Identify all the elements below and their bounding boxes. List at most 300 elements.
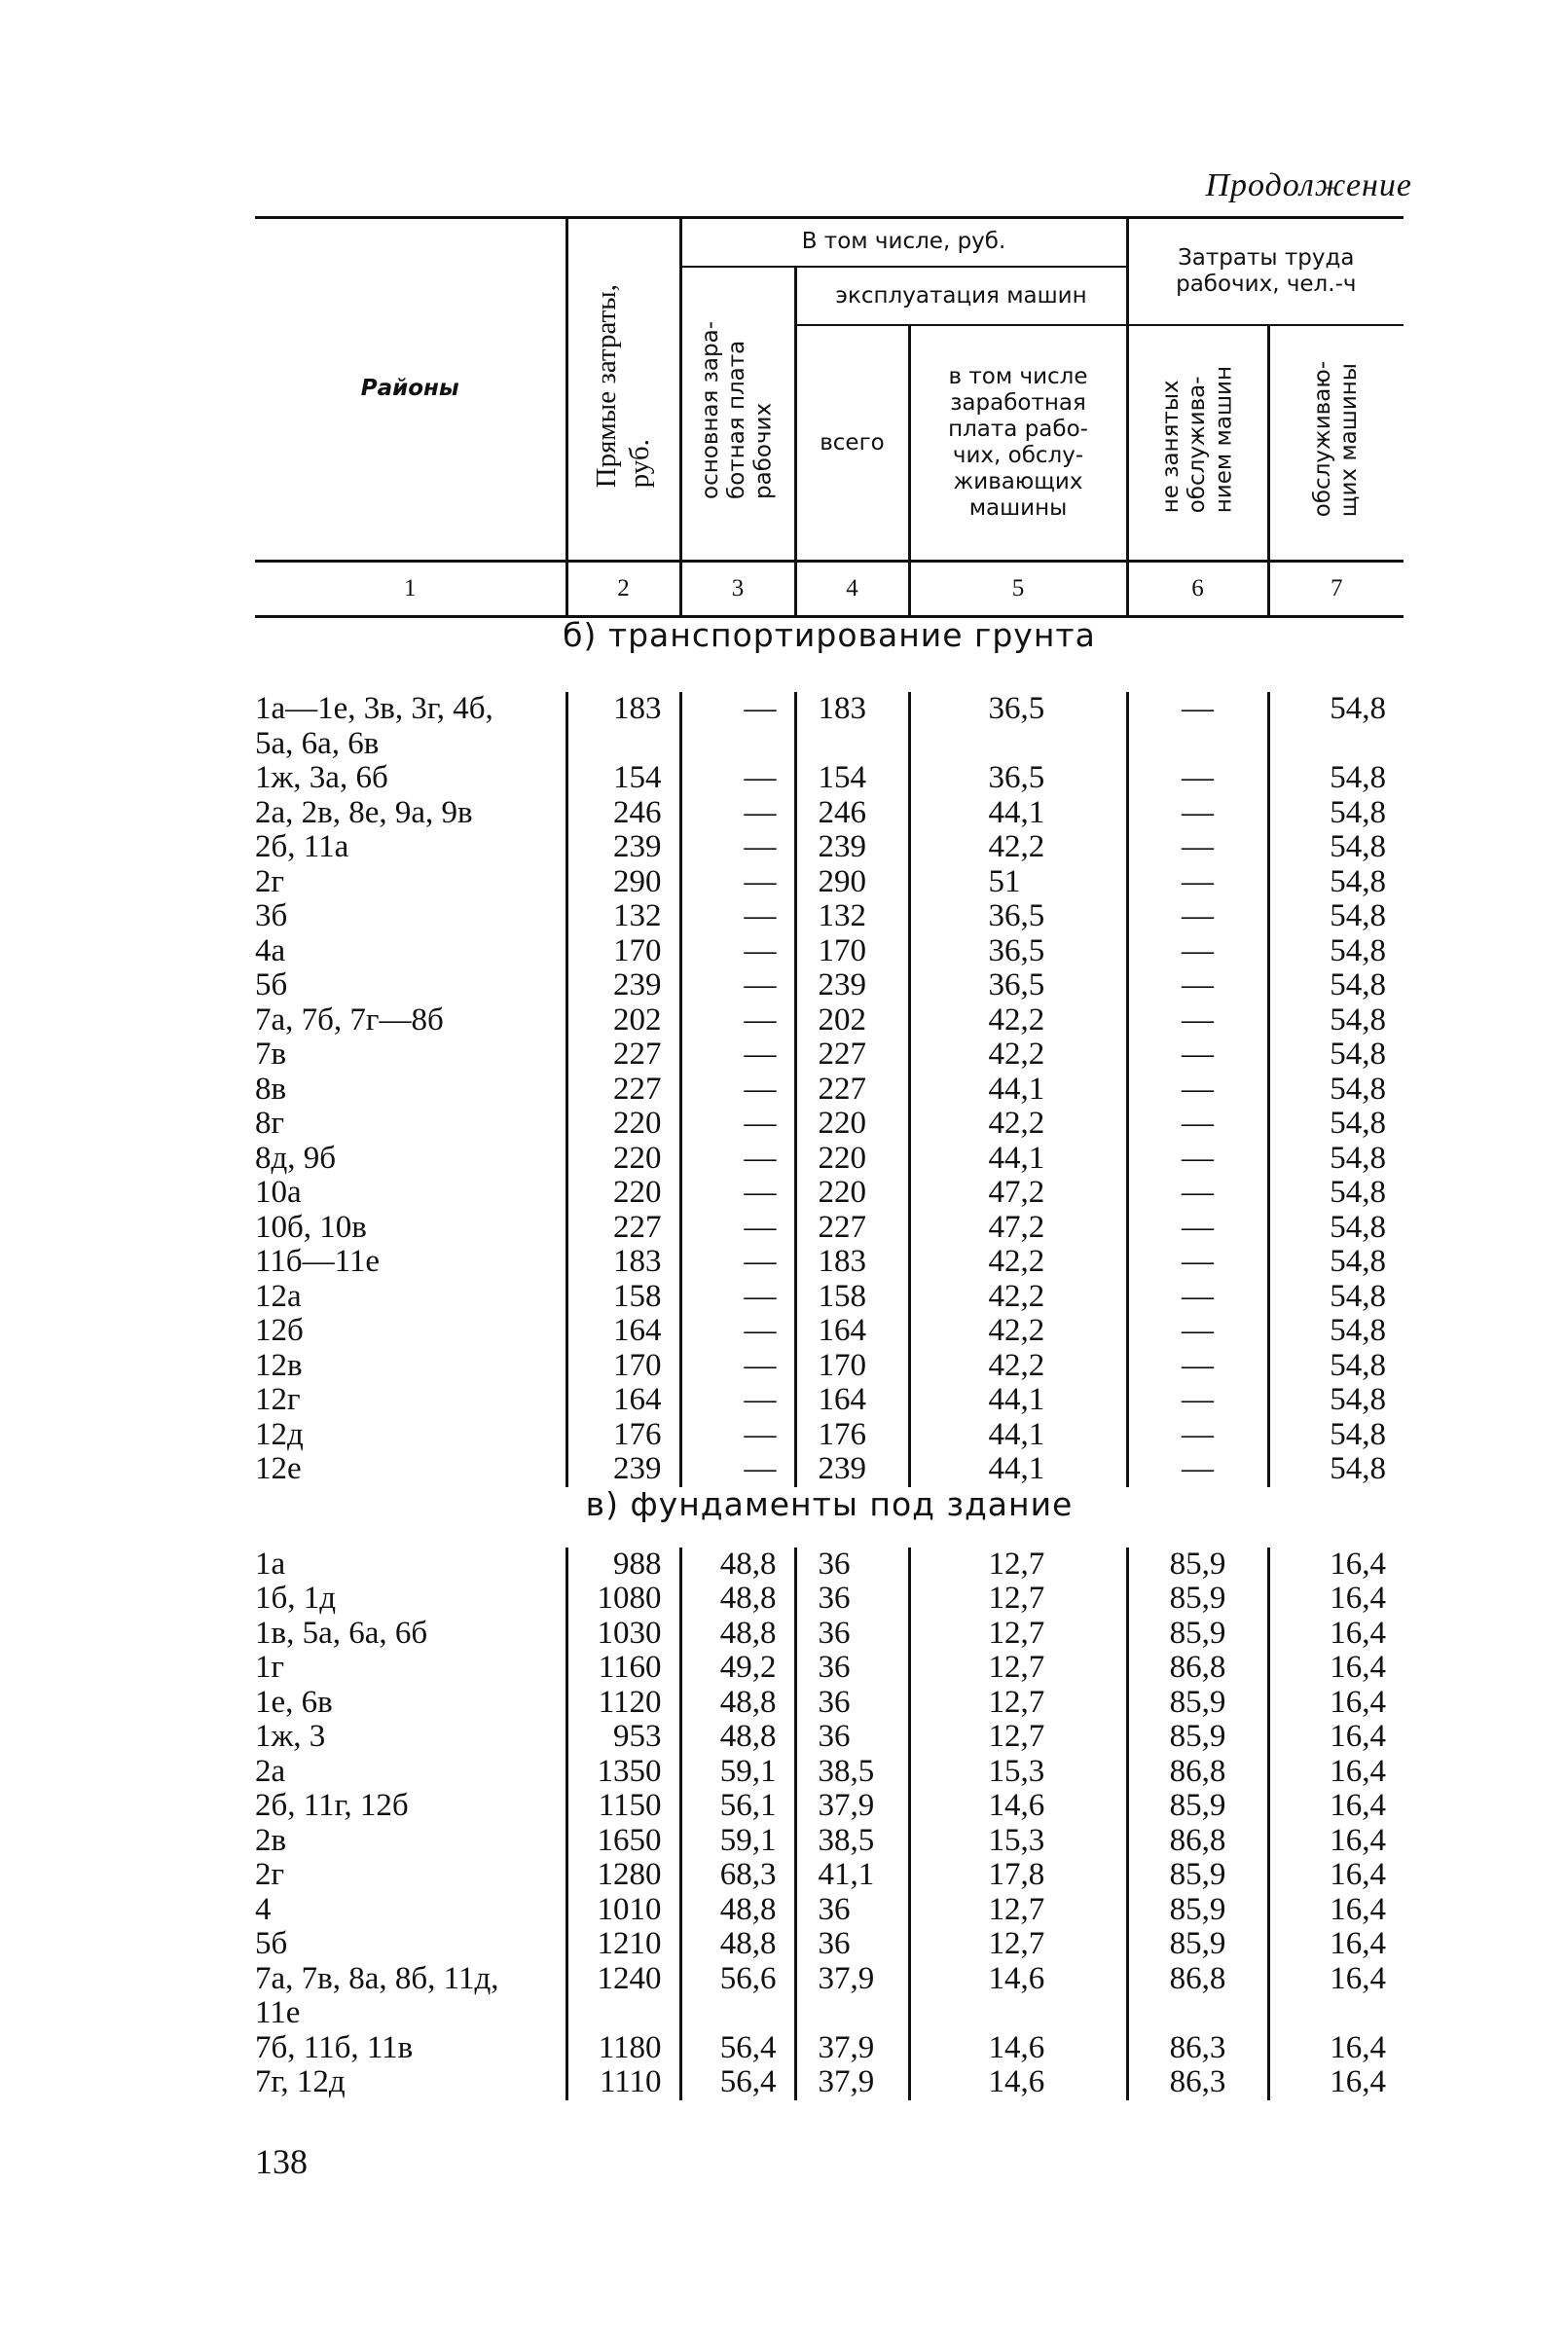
value-cell: — xyxy=(680,1073,795,1108)
district-cell: 1в, 5а, 6а, 6б xyxy=(255,1615,428,1651)
value-cell: 239 xyxy=(566,830,680,865)
district-cell: 12д xyxy=(255,1416,304,1452)
value-cell: 56,1 xyxy=(680,1789,795,1824)
value-cell: — xyxy=(1127,1418,1268,1453)
section-title-row xyxy=(255,1487,1404,1548)
value-cell: 36 xyxy=(795,1893,909,1928)
value-cell: 239 xyxy=(795,830,909,865)
value-cell: 44,1 xyxy=(909,1383,1127,1418)
value-cell: 86,3 xyxy=(1127,2065,1268,2100)
district-cell: 1е, 6в xyxy=(255,1684,333,1720)
header-base-wage xyxy=(680,267,795,562)
header-machine xyxy=(1268,325,1404,561)
value-cell: 1650 xyxy=(566,1824,680,1859)
district-cell: 12в xyxy=(255,1347,303,1383)
value-cell: 36 xyxy=(795,1617,909,1652)
value-cell: 68,3 xyxy=(680,1858,795,1893)
value-cell: 132 xyxy=(795,899,909,934)
value-cell: — xyxy=(1127,1349,1268,1384)
value-cell: 37,9 xyxy=(795,2065,909,2100)
value-cell: 44,1 xyxy=(909,1073,1127,1108)
value-cell: 54,8 xyxy=(1268,1176,1404,1211)
value-cell: 56,6 xyxy=(680,1962,795,2031)
value-cell: 42,2 xyxy=(909,1245,1127,1280)
header-direct-costs-text: Прямые затраты, руб. xyxy=(591,283,656,489)
value-cell: 158 xyxy=(795,1280,909,1315)
col-number: 7 xyxy=(1268,562,1404,617)
value-cell: 220 xyxy=(566,1176,680,1211)
value-cell: 36 xyxy=(795,1720,909,1755)
table-row xyxy=(255,1789,1404,1824)
value-cell: 85,9 xyxy=(1127,1789,1268,1824)
value-cell: 164 xyxy=(795,1383,909,1418)
value-cell: 16,4 xyxy=(1268,1962,1404,2031)
value-cell: 227 xyxy=(795,1211,909,1246)
value-cell: 158 xyxy=(566,1280,680,1315)
value-cell: 154 xyxy=(795,761,909,796)
value-cell: 54,8 xyxy=(1268,1073,1404,1108)
value-cell: 220 xyxy=(566,1142,680,1177)
value-cell: — xyxy=(680,1418,795,1453)
value-cell: 54,8 xyxy=(1268,1003,1404,1038)
value-cell: 86,8 xyxy=(1127,1651,1268,1686)
value-cell: — xyxy=(1127,865,1268,900)
value-cell: 36 xyxy=(795,1927,909,1962)
table-row xyxy=(255,1858,1404,1893)
value-cell: — xyxy=(1127,968,1268,1003)
value-cell: — xyxy=(1127,1142,1268,1177)
value-cell: 1110 xyxy=(566,2065,680,2100)
district-cell: 2б, 11а xyxy=(255,829,349,864)
value-cell: 227 xyxy=(795,1073,909,1108)
value-cell: 38,5 xyxy=(795,1824,909,1859)
value-cell: — xyxy=(1127,1211,1268,1246)
table-row xyxy=(255,1962,1404,2031)
value-cell: — xyxy=(1127,692,1268,761)
district-cell: 5б xyxy=(255,1926,288,1961)
header-base-wage-text: основная зара- ботная плата рабочих xyxy=(698,320,777,499)
table-row xyxy=(255,865,1404,900)
table-row xyxy=(255,692,1404,761)
table-row xyxy=(255,1617,1404,1652)
table-row xyxy=(255,1720,1404,1755)
value-cell: 42,2 xyxy=(909,1107,1127,1142)
value-cell: 12,7 xyxy=(909,1893,1127,1928)
value-cell: 202 xyxy=(566,1003,680,1038)
header-total: всего xyxy=(795,325,909,561)
district-cell: 1а—1е, 3в, 3г, 4б, 5а, 6а, 6в xyxy=(255,691,493,761)
value-cell: 48,8 xyxy=(680,1720,795,1755)
value-cell: — xyxy=(1127,1245,1268,1280)
table-row xyxy=(255,1418,1404,1453)
col-number: 3 xyxy=(680,562,795,617)
value-cell: 1080 xyxy=(566,1582,680,1617)
value-cell: 42,2 xyxy=(909,1314,1127,1349)
value-cell: 85,9 xyxy=(1127,1720,1268,1755)
table-row xyxy=(255,1755,1404,1790)
value-cell: 54,8 xyxy=(1268,761,1404,796)
value-cell: 12,7 xyxy=(909,1651,1127,1686)
value-cell: 132 xyxy=(566,899,680,934)
value-cell: 1350 xyxy=(566,1755,680,1790)
column-numbers-row xyxy=(255,562,1404,617)
value-cell: 85,9 xyxy=(1127,1858,1268,1893)
value-cell: 85,9 xyxy=(1127,1927,1268,1962)
value-cell: — xyxy=(1127,1176,1268,1211)
value-cell: 170 xyxy=(566,934,680,969)
value-cell: 54,8 xyxy=(1268,692,1404,761)
value-cell: 1120 xyxy=(566,1686,680,1721)
value-cell: 54,8 xyxy=(1268,1418,1404,1453)
value-cell: 54,8 xyxy=(1268,1245,1404,1280)
value-cell: 59,1 xyxy=(680,1824,795,1859)
value-cell: 86,8 xyxy=(1127,1824,1268,1859)
value-cell: 47,2 xyxy=(909,1176,1127,1211)
value-cell: 16,4 xyxy=(1268,1893,1404,1928)
value-cell: 12,7 xyxy=(909,1686,1127,1721)
section-title: б) транспортирование грунта xyxy=(563,616,1096,654)
district-cell: 4 xyxy=(255,1891,272,1927)
header-including-rub: В том числе, руб. xyxy=(680,218,1127,268)
value-cell: 42,2 xyxy=(909,1003,1127,1038)
value-cell: 16,4 xyxy=(1268,1927,1404,1962)
value-cell: 48,8 xyxy=(680,1686,795,1721)
value-cell: 56,4 xyxy=(680,2065,795,2100)
col-number: 1 xyxy=(255,562,566,617)
section-title-row xyxy=(255,617,1404,693)
district-cell: 2б, 11г, 12б xyxy=(255,1788,409,1823)
table-row xyxy=(255,934,1404,969)
value-cell: 239 xyxy=(795,968,909,1003)
value-cell: 953 xyxy=(566,1720,680,1755)
value-cell: 59,1 xyxy=(680,1755,795,1790)
value-cell: 36,5 xyxy=(909,968,1127,1003)
district-cell: 1ж, 3 xyxy=(255,1719,326,1754)
district-cell: 12е xyxy=(255,1451,302,1486)
value-cell: 1180 xyxy=(566,2031,680,2066)
value-cell: 16,4 xyxy=(1268,1824,1404,1859)
value-cell: 16,4 xyxy=(1268,1789,1404,1824)
value-cell: 36,5 xyxy=(909,934,1127,969)
table-row xyxy=(255,1003,1404,1038)
value-cell: 16,4 xyxy=(1268,2065,1404,2100)
district-cell: 7а, 7в, 8а, 8б, 11д, 11е xyxy=(255,1960,499,2030)
value-cell: — xyxy=(680,1245,795,1280)
value-cell: 54,8 xyxy=(1268,1349,1404,1384)
value-cell: 246 xyxy=(795,796,909,831)
value-cell: 42,2 xyxy=(909,1038,1127,1073)
value-cell: 48,8 xyxy=(680,1927,795,1962)
table-row xyxy=(255,1383,1404,1418)
value-cell: 48,8 xyxy=(680,1548,795,1583)
value-cell: 220 xyxy=(795,1142,909,1177)
value-cell: 227 xyxy=(566,1038,680,1073)
district-cell: 10б, 10в xyxy=(255,1209,367,1245)
value-cell: — xyxy=(680,1038,795,1073)
value-cell: 16,4 xyxy=(1268,1617,1404,1652)
value-cell: 164 xyxy=(795,1314,909,1349)
value-cell: 1160 xyxy=(566,1651,680,1686)
value-cell: 1150 xyxy=(566,1789,680,1824)
value-cell: 15,3 xyxy=(909,1755,1127,1790)
table-row xyxy=(255,830,1404,865)
district-cell: 8г xyxy=(255,1106,285,1141)
table-row xyxy=(255,2065,1404,2100)
value-cell: 36 xyxy=(795,1651,909,1686)
table-body xyxy=(255,617,1404,2100)
value-cell: 54,8 xyxy=(1268,934,1404,969)
table-row xyxy=(255,1314,1404,1349)
value-cell: — xyxy=(680,968,795,1003)
value-cell: — xyxy=(1127,796,1268,831)
value-cell: 220 xyxy=(795,1107,909,1142)
value-cell: 54,8 xyxy=(1268,1107,1404,1142)
value-cell: 16,4 xyxy=(1268,1582,1404,1617)
value-cell: 183 xyxy=(566,692,680,761)
value-cell: 1030 xyxy=(566,1617,680,1652)
value-cell: 14,6 xyxy=(909,2065,1127,2100)
value-cell: — xyxy=(680,934,795,969)
value-cell: — xyxy=(680,865,795,900)
value-cell: 44,1 xyxy=(909,1418,1127,1453)
value-cell: — xyxy=(680,899,795,934)
table-row xyxy=(255,1651,1404,1686)
value-cell: 85,9 xyxy=(1127,1617,1268,1652)
table-row xyxy=(255,1927,1404,1962)
value-cell: 47,2 xyxy=(909,1211,1127,1246)
value-cell: 183 xyxy=(566,1245,680,1280)
district-cell: 7г, 12д xyxy=(255,2064,346,2099)
value-cell: 36,5 xyxy=(909,899,1127,934)
value-cell: 16,4 xyxy=(1268,1720,1404,1755)
col-number: 4 xyxy=(795,562,909,617)
value-cell: 290 xyxy=(795,865,909,900)
value-cell: — xyxy=(680,1383,795,1418)
value-cell: 42,2 xyxy=(909,1280,1127,1315)
header-not-machine xyxy=(1127,325,1268,561)
value-cell: 44,1 xyxy=(909,1452,1127,1487)
value-cell: 42,2 xyxy=(909,1349,1127,1384)
value-cell: 15,3 xyxy=(909,1824,1127,1859)
table-row xyxy=(255,1142,1404,1177)
value-cell: 54,8 xyxy=(1268,1280,1404,1315)
value-cell: 14,6 xyxy=(909,2031,1127,2066)
value-cell: 48,8 xyxy=(680,1893,795,1928)
header-machine-operation: эксплуатация машин xyxy=(795,267,1127,325)
district-cell: 2г xyxy=(255,863,285,899)
district-cell: 12г xyxy=(255,1382,301,1417)
value-cell: — xyxy=(1127,830,1268,865)
district-cell: 10а xyxy=(255,1175,302,1210)
value-cell: 44,1 xyxy=(909,1142,1127,1177)
value-cell: 85,9 xyxy=(1127,1582,1268,1617)
district-cell: 12б xyxy=(255,1313,304,1348)
table-row xyxy=(255,1824,1404,1859)
district-cell: 1б, 1д xyxy=(255,1581,337,1616)
table-row xyxy=(255,1073,1404,1108)
table-row xyxy=(255,1211,1404,1246)
header-not-machine-text: не занятых обслужива- нием машин xyxy=(1157,365,1237,514)
value-cell: 36 xyxy=(795,1686,909,1721)
table-row xyxy=(255,899,1404,934)
district-cell: 2а xyxy=(255,1753,286,1789)
value-cell: 54,8 xyxy=(1268,968,1404,1003)
value-cell: 54,8 xyxy=(1268,1452,1404,1487)
value-cell: — xyxy=(1127,1314,1268,1349)
district-cell: 11б—11е xyxy=(255,1244,380,1279)
district-cell: 8в xyxy=(255,1071,287,1107)
district-cell: 1ж, 3а, 6б xyxy=(255,760,388,795)
value-cell: 49,2 xyxy=(680,1651,795,1686)
value-cell: 51 xyxy=(909,865,1127,900)
value-cell: 16,4 xyxy=(1268,1686,1404,1721)
value-cell: 85,9 xyxy=(1127,1686,1268,1721)
value-cell: — xyxy=(1127,1003,1268,1038)
district-cell: 4а xyxy=(255,932,286,968)
value-cell: 54,8 xyxy=(1268,1142,1404,1177)
district-cell: 2г xyxy=(255,1857,285,1892)
table-row xyxy=(255,1280,1404,1315)
value-cell: 227 xyxy=(795,1038,909,1073)
table-row xyxy=(255,1686,1404,1721)
value-cell: 37,9 xyxy=(795,1789,909,1824)
value-cell: — xyxy=(680,1452,795,1487)
district-cell: 7а, 7б, 7г—8б xyxy=(255,1002,444,1038)
value-cell: 239 xyxy=(566,1452,680,1487)
value-cell: — xyxy=(1127,1280,1268,1315)
value-cell: — xyxy=(680,1280,795,1315)
value-cell: — xyxy=(1127,1107,1268,1142)
value-cell: — xyxy=(680,796,795,831)
value-cell: 85,9 xyxy=(1127,1548,1268,1583)
cost-table xyxy=(255,216,1404,2100)
value-cell: 37,9 xyxy=(795,2031,909,2066)
value-cell: 164 xyxy=(566,1383,680,1418)
value-cell: 1240 xyxy=(566,1962,680,2031)
table-row xyxy=(255,1893,1404,1928)
value-cell: 239 xyxy=(795,1452,909,1487)
value-cell: 170 xyxy=(795,1349,909,1384)
value-cell: 56,4 xyxy=(680,2031,795,2066)
header-incl-wage: в том числе заработная плата рабо- чих, обслу- живающих машины xyxy=(909,325,1127,561)
value-cell: 54,8 xyxy=(1268,1314,1404,1349)
value-cell: 220 xyxy=(795,1176,909,1211)
table-row xyxy=(255,1038,1404,1073)
value-cell: 12,7 xyxy=(909,1617,1127,1652)
value-cell: 246 xyxy=(566,796,680,831)
table-row xyxy=(255,1349,1404,1384)
district-cell: 2в xyxy=(255,1822,287,1858)
value-cell: 54,8 xyxy=(1268,796,1404,831)
value-cell: — xyxy=(1127,761,1268,796)
value-cell: 85,9 xyxy=(1127,1893,1268,1928)
value-cell: — xyxy=(1127,1383,1268,1418)
value-cell: 14,6 xyxy=(909,1789,1127,1824)
value-cell: 12,7 xyxy=(909,1927,1127,1962)
value-cell: 176 xyxy=(795,1418,909,1453)
value-cell: 202 xyxy=(795,1003,909,1038)
value-cell: 227 xyxy=(566,1073,680,1108)
value-cell: 170 xyxy=(795,934,909,969)
district-cell: 1а xyxy=(255,1546,286,1582)
district-cell: 1г xyxy=(255,1650,285,1685)
value-cell: 227 xyxy=(566,1211,680,1246)
value-cell: 1280 xyxy=(566,1858,680,1893)
value-cell: 44,1 xyxy=(909,796,1127,831)
header-machine-text: обслуживаю- щих машины xyxy=(1310,361,1363,518)
value-cell: 17,8 xyxy=(909,1858,1127,1893)
table-row xyxy=(255,968,1404,1003)
value-cell: 48,8 xyxy=(680,1617,795,1652)
district-cell: 3б xyxy=(255,898,288,933)
district-cell: 7в xyxy=(255,1037,287,1072)
continued-label: Продолжение xyxy=(1205,167,1412,203)
value-cell: 54,8 xyxy=(1268,1211,1404,1246)
table-row xyxy=(255,1245,1404,1280)
value-cell: 86,3 xyxy=(1127,2031,1268,2066)
value-cell: 154 xyxy=(566,761,680,796)
district-cell: 7б, 11б, 11в xyxy=(255,2029,414,2065)
value-cell: — xyxy=(680,1176,795,1211)
col-number: 5 xyxy=(909,562,1127,617)
value-cell: — xyxy=(680,1107,795,1142)
value-cell: 14,6 xyxy=(909,1962,1127,2031)
value-cell: 54,8 xyxy=(1268,830,1404,865)
value-cell: 36,5 xyxy=(909,761,1127,796)
value-cell: 86,8 xyxy=(1127,1755,1268,1790)
value-cell: 1010 xyxy=(566,1893,680,1928)
value-cell: — xyxy=(1127,1452,1268,1487)
value-cell: 988 xyxy=(566,1548,680,1583)
value-cell: — xyxy=(680,761,795,796)
table-row xyxy=(255,796,1404,831)
value-cell: 16,4 xyxy=(1268,1548,1404,1583)
value-cell: 170 xyxy=(566,1349,680,1384)
value-cell: 38,5 xyxy=(795,1755,909,1790)
table-row xyxy=(255,1582,1404,1617)
district-cell: 5б xyxy=(255,967,288,1002)
value-cell: 54,8 xyxy=(1268,1383,1404,1418)
value-cell: 183 xyxy=(795,692,909,761)
col-number: 6 xyxy=(1127,562,1268,617)
value-cell: 12,7 xyxy=(909,1720,1127,1755)
section-title: в) фундаменты под здание xyxy=(585,1484,1074,1523)
value-cell: 183 xyxy=(795,1245,909,1280)
value-cell: 54,8 xyxy=(1268,1038,1404,1073)
value-cell: 16,4 xyxy=(1268,1755,1404,1790)
value-cell: 12,7 xyxy=(909,1582,1127,1617)
value-cell: — xyxy=(680,1142,795,1177)
value-cell: 16,4 xyxy=(1268,1858,1404,1893)
value-cell: 54,8 xyxy=(1268,899,1404,934)
table-row xyxy=(255,1548,1404,1583)
value-cell: 36,5 xyxy=(909,692,1127,761)
value-cell: 37,9 xyxy=(795,1962,909,2031)
value-cell: 54,8 xyxy=(1268,865,1404,900)
value-cell: 42,2 xyxy=(909,830,1127,865)
value-cell: 16,4 xyxy=(1268,2031,1404,2066)
value-cell: 86,8 xyxy=(1127,1962,1268,2031)
value-cell: 48,8 xyxy=(680,1582,795,1617)
district-cell: 8д, 9б xyxy=(255,1140,337,1176)
value-cell: — xyxy=(1127,1073,1268,1108)
header-labor-costs: Затраты труда рабочих, чел.-ч xyxy=(1127,218,1404,326)
value-cell: — xyxy=(1127,934,1268,969)
col-number: 2 xyxy=(566,562,680,617)
district-cell: 12а xyxy=(255,1278,302,1314)
table-row xyxy=(255,1176,1404,1211)
value-cell: — xyxy=(680,1211,795,1246)
